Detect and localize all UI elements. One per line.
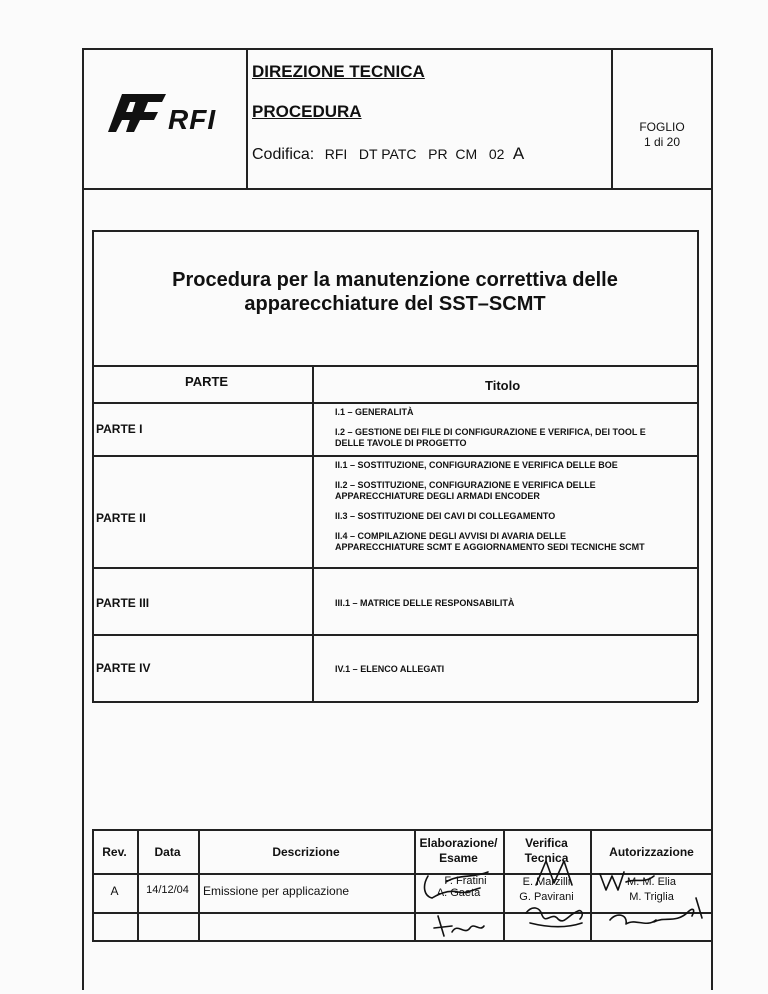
code-line <box>252 144 524 164</box>
part-1-item: I.1 – GENERALITÀ <box>335 407 414 417</box>
sheet-value: 1 di 20 <box>643 135 681 149</box>
part-2-item: APPARECCHIATURE SCMT E AGGIORNAMENTO SEDI TECNICHE SCMT <box>335 542 645 552</box>
logo-text: RFI <box>168 104 217 135</box>
ver-name: G. Pavirani <box>519 891 574 903</box>
ver-header-1: Verifica <box>525 836 568 850</box>
part-4-item: IV.1 – ELENCO ALLEGATI <box>335 664 445 674</box>
code-label: Codifica: <box>252 146 315 163</box>
title-line-1: Procedura per la manutenzione correttiva delle <box>172 269 618 291</box>
signature-auth-icon <box>596 858 710 942</box>
part-3-label: PARTE III <box>96 596 150 610</box>
part-2-item: II.1 – SOSTITUZIONE, CONFIGURAZIONE E VERIFICA DELLE BOE <box>335 460 618 470</box>
col-part-header: PARTE <box>185 374 229 389</box>
part-1-item: DELLE TAVOLE DI PROGETTO <box>335 438 467 448</box>
page-title <box>92 268 698 316</box>
sheet-label: FOGLIO <box>639 120 685 134</box>
part-2-item: APPARECCHIATURE DEGLI ARMADI ENCODER <box>335 491 540 501</box>
col-title-header: Titolo <box>485 378 521 393</box>
desc-value: Emissione per applicazione <box>203 884 350 898</box>
title-line-2: apparecchiature del SST–SCMT <box>244 293 546 315</box>
auth-name: M. Triglia <box>629 891 674 903</box>
auth-header: Autorizzazione <box>609 845 694 859</box>
desc-header: Descrizione <box>272 845 340 859</box>
ver-name: E. Marzilli <box>522 876 571 888</box>
department: DIREZIONE TECNICA <box>252 62 425 81</box>
part-3-item: III.1 – MATRICE DELLE RESPONSABILITÀ <box>335 598 515 608</box>
prep-name: A. Gaeta <box>436 887 481 899</box>
prep-header-2: Esame <box>439 851 478 865</box>
part-2-item: II.4 – COMPILAZIONE DEGLI AVVISI DI AVARIA DELLE <box>335 531 567 541</box>
date-header: Data <box>154 845 181 859</box>
rfi-logo <box>108 88 166 139</box>
part-1-item: I.2 – GESTIONE DEI FILE DI CONFIGURAZIONE E VERIFICA, DEI TOOL E <box>335 427 646 437</box>
code-rev: A <box>512 144 525 163</box>
rev-value: A <box>110 884 119 898</box>
part-2-label: PARTE II <box>96 511 146 525</box>
date-value: 14/12/04 <box>146 884 189 896</box>
part-2-item: II.2 – SOSTITUZIONE, CONFIGURAZIONE E VERIFICA DELLE <box>335 480 596 490</box>
signature-ver-icon <box>506 855 590 940</box>
part-4-label: PARTE IV <box>96 661 151 675</box>
ver-header-2: Tecnica <box>524 851 569 865</box>
doc-type: PROCEDURA <box>252 102 362 121</box>
rfi-logo-mark-icon <box>108 88 166 134</box>
signature-prep-icon <box>418 862 502 942</box>
auth-name: M. M. Elia <box>627 876 676 888</box>
prep-header-1: Elaborazione/ <box>419 836 498 850</box>
part-2-item: II.3 – SOSTITUZIONE DEI CAVI DI COLLEGAMENTO <box>335 511 556 521</box>
prep-name: F. Fratini <box>444 875 487 887</box>
part-1-label: PARTE I <box>96 422 143 436</box>
rev-header: Rev. <box>102 845 127 859</box>
code-value: RFI DT PATC PR CM 02 <box>324 146 505 162</box>
